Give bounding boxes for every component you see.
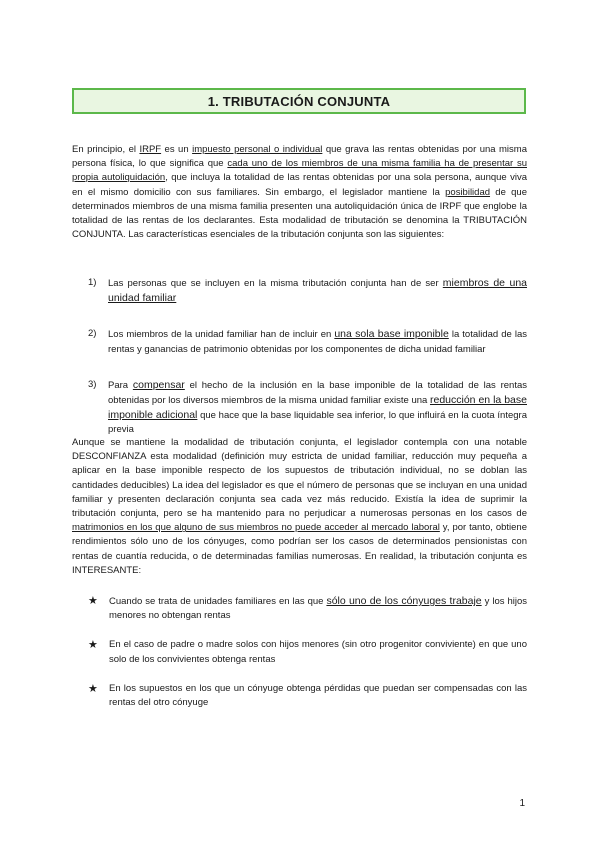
- list-item: ★ Cuando se trata de unidades familiares en las que sólo uno de los cónyuges trabaje y los hijos menores no obtengan rentas: [88, 594, 527, 623]
- cases-list: [88, 594, 527, 710]
- list-item: 1) Las personas que se incluyen en la misma tributación conjunta han de ser miembros de una unidad familiar: [88, 277, 528, 305]
- second-paragraph: Aunque se mantiene la modalidad de tributación conjunta, el legislador contempla con una notable DESCONFIANZA esta modalidad (definición muy estricta de unidad familiar, reducción muy pequeña a aplicar en la base imponible respecto de los supuestos de tributación individual, no se doblan las cantidades deducibles) La idea del legislador es que el número de personas que se incluyan en una unidad familiar y presenten declaración conjunta sea cada vez más reducido. Existía la idea de suprimir la tributación conjunta, pero se ha mantenido para no perjudicar a numerosas personas en los casos de matrimonios en los que alguno de sus miembros no puede acceder al mercado laboral y, por tanto, obtiene rendimientos sólo uno de los cónyuges, como podrían ser los casos de determinados pensionistas con rentas de cuantía reducida, o de determinadas familias numerosas. En realidad, la tributación conjunta es INTERESANTE:: [72, 437, 527, 576]
- list-item: ★ En los supuestos en los que un cónyuge obtenga pérdidas que puedan ser compensadas con las rentas del otro cónyuge: [88, 682, 527, 710]
- star-bullet-icon: ★: [88, 639, 98, 652]
- list-item: ★ En el caso de padre o madre solos con hijos menores (sin otro progenitor conviviente) en que uno solo de los convivientes obtenga rentas: [88, 638, 527, 666]
- cada-uno-term: cada uno de los miembros de una misma familia ha de presentar su propia autoliquidación: [72, 158, 527, 184]
- star-bullet-icon: ★: [88, 682, 98, 695]
- matrimonios-term: matrimonios en los que alguno de sus miembros no puede acceder al mercado laboral: [72, 522, 440, 534]
- impuesto-term: impuesto personal o individual: [192, 144, 323, 155]
- page-number: 1: [519, 798, 525, 809]
- list-item: 2) Los miembros de la unidad familiar han de incluir en una sola base imponible la totalidad de las rentas y ganancias de patrimonio obtenidas por los componentes de dicha unidad familiar: [88, 328, 527, 355]
- section-title: 1. TRIBUTACIÓN CONJUNTA: [72, 88, 526, 114]
- star-bullet-icon: ★: [88, 595, 98, 607]
- list-item: 3) Para compensar el hecho de la inclusión en la base imponible de la totalidad de las rentas obtenidas por los diversos miembros de la misma unidad familiar existe una reducción en la base imponible adicional que hace que la base liquidable sea inferior, lo que influirá en la cuota íntegra previa: [88, 378, 527, 436]
- posibilidad-term: posibilidad: [445, 186, 491, 198]
- intro-paragraph: En principio, el IRPF es un impuesto personal o individual que grava las rentas obtenidas por una misma persona física, lo que significa que cada uno de los miembros de una misma familia ha de presentar su propia autoliquidación, que incluya la totalidad de las rentas obtenidas por una sola persona, aunque viva en el mismo domicilio con sus familiares. Sin embargo, el legislador mantiene la posibilidad de que determinados miembros de una misma familia presenten una autoliquidación única de IRPF que englobe la totalidad de las rentas de los declarantes. Esta modalidad de tributación se denomina la TRIBUTACIÓN CONJUNTA. Las características esenciales de la tributación conjunta son las siguientes:: [72, 144, 527, 241]
- irpf-term: IRPF: [139, 144, 162, 155]
- feature-list: [88, 276, 527, 438]
